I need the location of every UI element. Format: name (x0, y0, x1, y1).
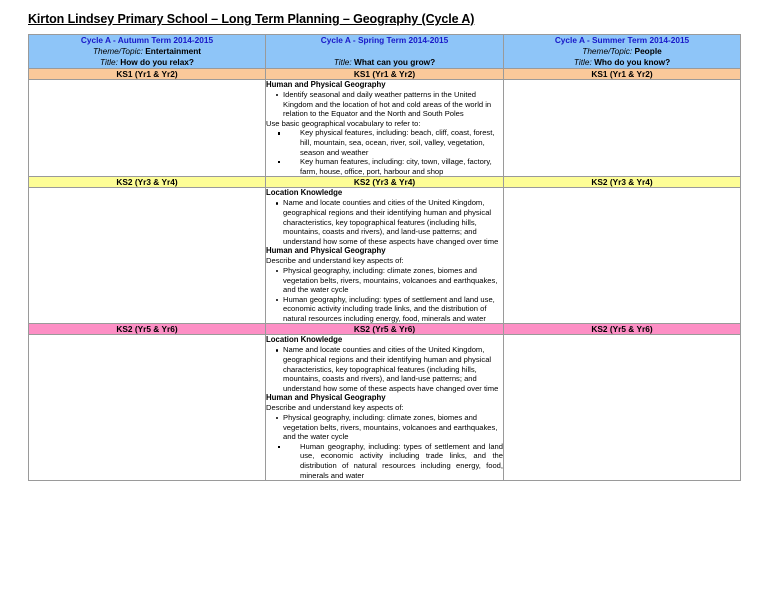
content-cell-ks2y34-spring (266, 188, 504, 324)
ks2y34-section1-heading: Location Knowledge (266, 188, 343, 198)
list-item: Physical geography, including: climate zones, biomes and vegetation belts, rivers, mountains, volcanoes and earthquakes, and the water cycle (276, 413, 503, 442)
title-label-autumn: Title: (100, 57, 118, 67)
band-label-ks2y34-spring: KS2 (Yr3 & Yr4) (266, 177, 504, 188)
list-item: Name and locate counties and cities of the United Kingdom, geographical regions and their identifying human and physical characteristics, key topographical features (including hills, mountains, coasts and rivers), and land-use patterns; and understand how some of these aspects have changed over time (276, 198, 503, 246)
content-cell-ks2y34-autumn (29, 188, 266, 324)
term-theme-autumn (29, 46, 265, 57)
band-row-ks1 (29, 69, 741, 80)
ks2y56-section1-bullets (266, 345, 503, 393)
term-theme-spring (266, 46, 503, 57)
term-theme-summer (504, 46, 740, 57)
title-value-summer: Who do you know? (594, 57, 671, 67)
ks1-section1-heading: Human and Physical Geography (266, 80, 386, 89)
theme-value-summer: People (634, 46, 662, 56)
band-label-ks2y34-autumn: KS2 (Yr3 & Yr4) (29, 177, 266, 188)
ks2y34-section1-bullets (266, 198, 503, 246)
term-cell-summer (504, 35, 741, 69)
content-cell-ks2y56-spring (266, 335, 504, 481)
list-item: Name and locate counties and cities of the United Kingdom, geographical regions and their identifying human and physical characteristics, key topographical features (including hills, mountains, coasts and rivers), and land-use patterns; and understand how some of these aspects have changed over time (276, 345, 503, 393)
title-label-summer: Title: (573, 57, 592, 67)
list-item: Human geography, including: types of settlement and land use, economic activity including trade links, and the distribution of natural resources including energy, food, minerals and water (278, 442, 503, 480)
ks1-section1-subbullets (266, 128, 503, 176)
band-label-ks1-spring: KS1 (Yr1 & Yr2) (266, 69, 504, 80)
content-cell-ks1-autumn (29, 80, 266, 177)
band-label-ks2y56-summer: KS2 (Yr5 & Yr6) (504, 324, 741, 335)
content-row-ks2-y34 (29, 188, 741, 324)
ks2y56-section2-justified-bullets (266, 442, 503, 480)
title-label-spring: Title: (333, 57, 352, 67)
list-item: Physical geography, including: climate zones, biomes and vegetation belts, rivers, mountains, volcanoes and earthquakes, and the water cycle (276, 266, 503, 295)
theme-label-autumn: Theme/Topic: (92, 46, 143, 56)
ks2y56-section2-bullets (266, 413, 503, 442)
term-title-spring (266, 57, 503, 68)
band-label-ks1-summer: KS1 (Yr1 & Yr2) (504, 69, 741, 80)
title-value-autumn: How do you relax? (120, 57, 194, 67)
term-heading-summer: Cycle A - Summer Term 2014-2015 (554, 35, 690, 45)
term-heading-spring: Cycle A - Spring Term 2014-2015 (320, 35, 449, 45)
content-row-ks2-y56 (29, 335, 741, 481)
ks2y34-section2-heading: Human and Physical Geography (266, 246, 386, 256)
ks2y34-section2-lead: Describe and understand key aspects of: (266, 256, 404, 266)
band-row-ks2-y34 (29, 177, 741, 188)
content-cell-ks2y56-autumn (29, 335, 266, 481)
band-label-ks1-autumn: KS1 (Yr1 & Yr2) (29, 69, 266, 80)
term-heading-autumn: Cycle A - Autumn Term 2014-2015 (80, 35, 214, 45)
ks2y56-section2-heading: Human and Physical Geography (266, 393, 386, 403)
list-item: Identify seasonal and daily weather patterns in the United Kingdom and the location of hot and cold areas of the world in relation to the Equator and the North and South Poles (276, 90, 503, 119)
theme-value-autumn: Entertainment (145, 46, 202, 56)
long-term-planning-table (28, 34, 741, 481)
term-cell-autumn (29, 35, 266, 69)
band-label-ks2y56-spring: KS2 (Yr5 & Yr6) (266, 324, 504, 335)
term-cell-spring (266, 35, 504, 69)
page-title: Kirton Lindsey Primary School – Long Term Planning – Geography (Cycle A) (28, 12, 475, 26)
content-cell-ks2y34-summer (504, 188, 741, 324)
list-item: Key physical features, including: beach, cliff, coast, forest, hill, mountain, sea, ocean, river, soil, valley, vegetation, season and weather (278, 128, 503, 157)
theme-label-summer: Theme/Topic: (582, 46, 633, 56)
ks1-section1-lead: Use basic geographical vocabulary to refer to: (266, 118, 421, 128)
content-cell-ks1-summer (504, 80, 741, 177)
list-item: Key human features, including: city, town, village, factory, farm, house, office, port, harbour and shop (278, 157, 503, 176)
content-row-ks1 (29, 80, 741, 177)
term-header-row (29, 35, 741, 69)
ks2y34-section2-bullets (266, 266, 503, 324)
term-title-autumn (29, 57, 265, 68)
band-row-ks2-y56 (29, 324, 741, 335)
band-label-ks2y56-autumn: KS2 (Yr5 & Yr6) (29, 324, 266, 335)
ks2y56-section2-lead: Describe and understand key aspects of: (266, 403, 404, 413)
title-value-spring: What can you grow? (354, 57, 436, 67)
content-cell-ks2y56-summer (504, 335, 741, 481)
band-label-ks2y34-summer: KS2 (Yr3 & Yr4) (504, 177, 741, 188)
ks2y56-section1-heading: Location Knowledge (266, 335, 343, 345)
term-title-summer (504, 57, 740, 68)
ks1-section1-bullets (266, 90, 503, 119)
content-cell-ks1-spring (266, 80, 504, 177)
list-item: Human geography, including: types of settlement and land use, economic activity including trade links, and the distribution of natural resources including energy, food, minerals and water (276, 295, 503, 324)
